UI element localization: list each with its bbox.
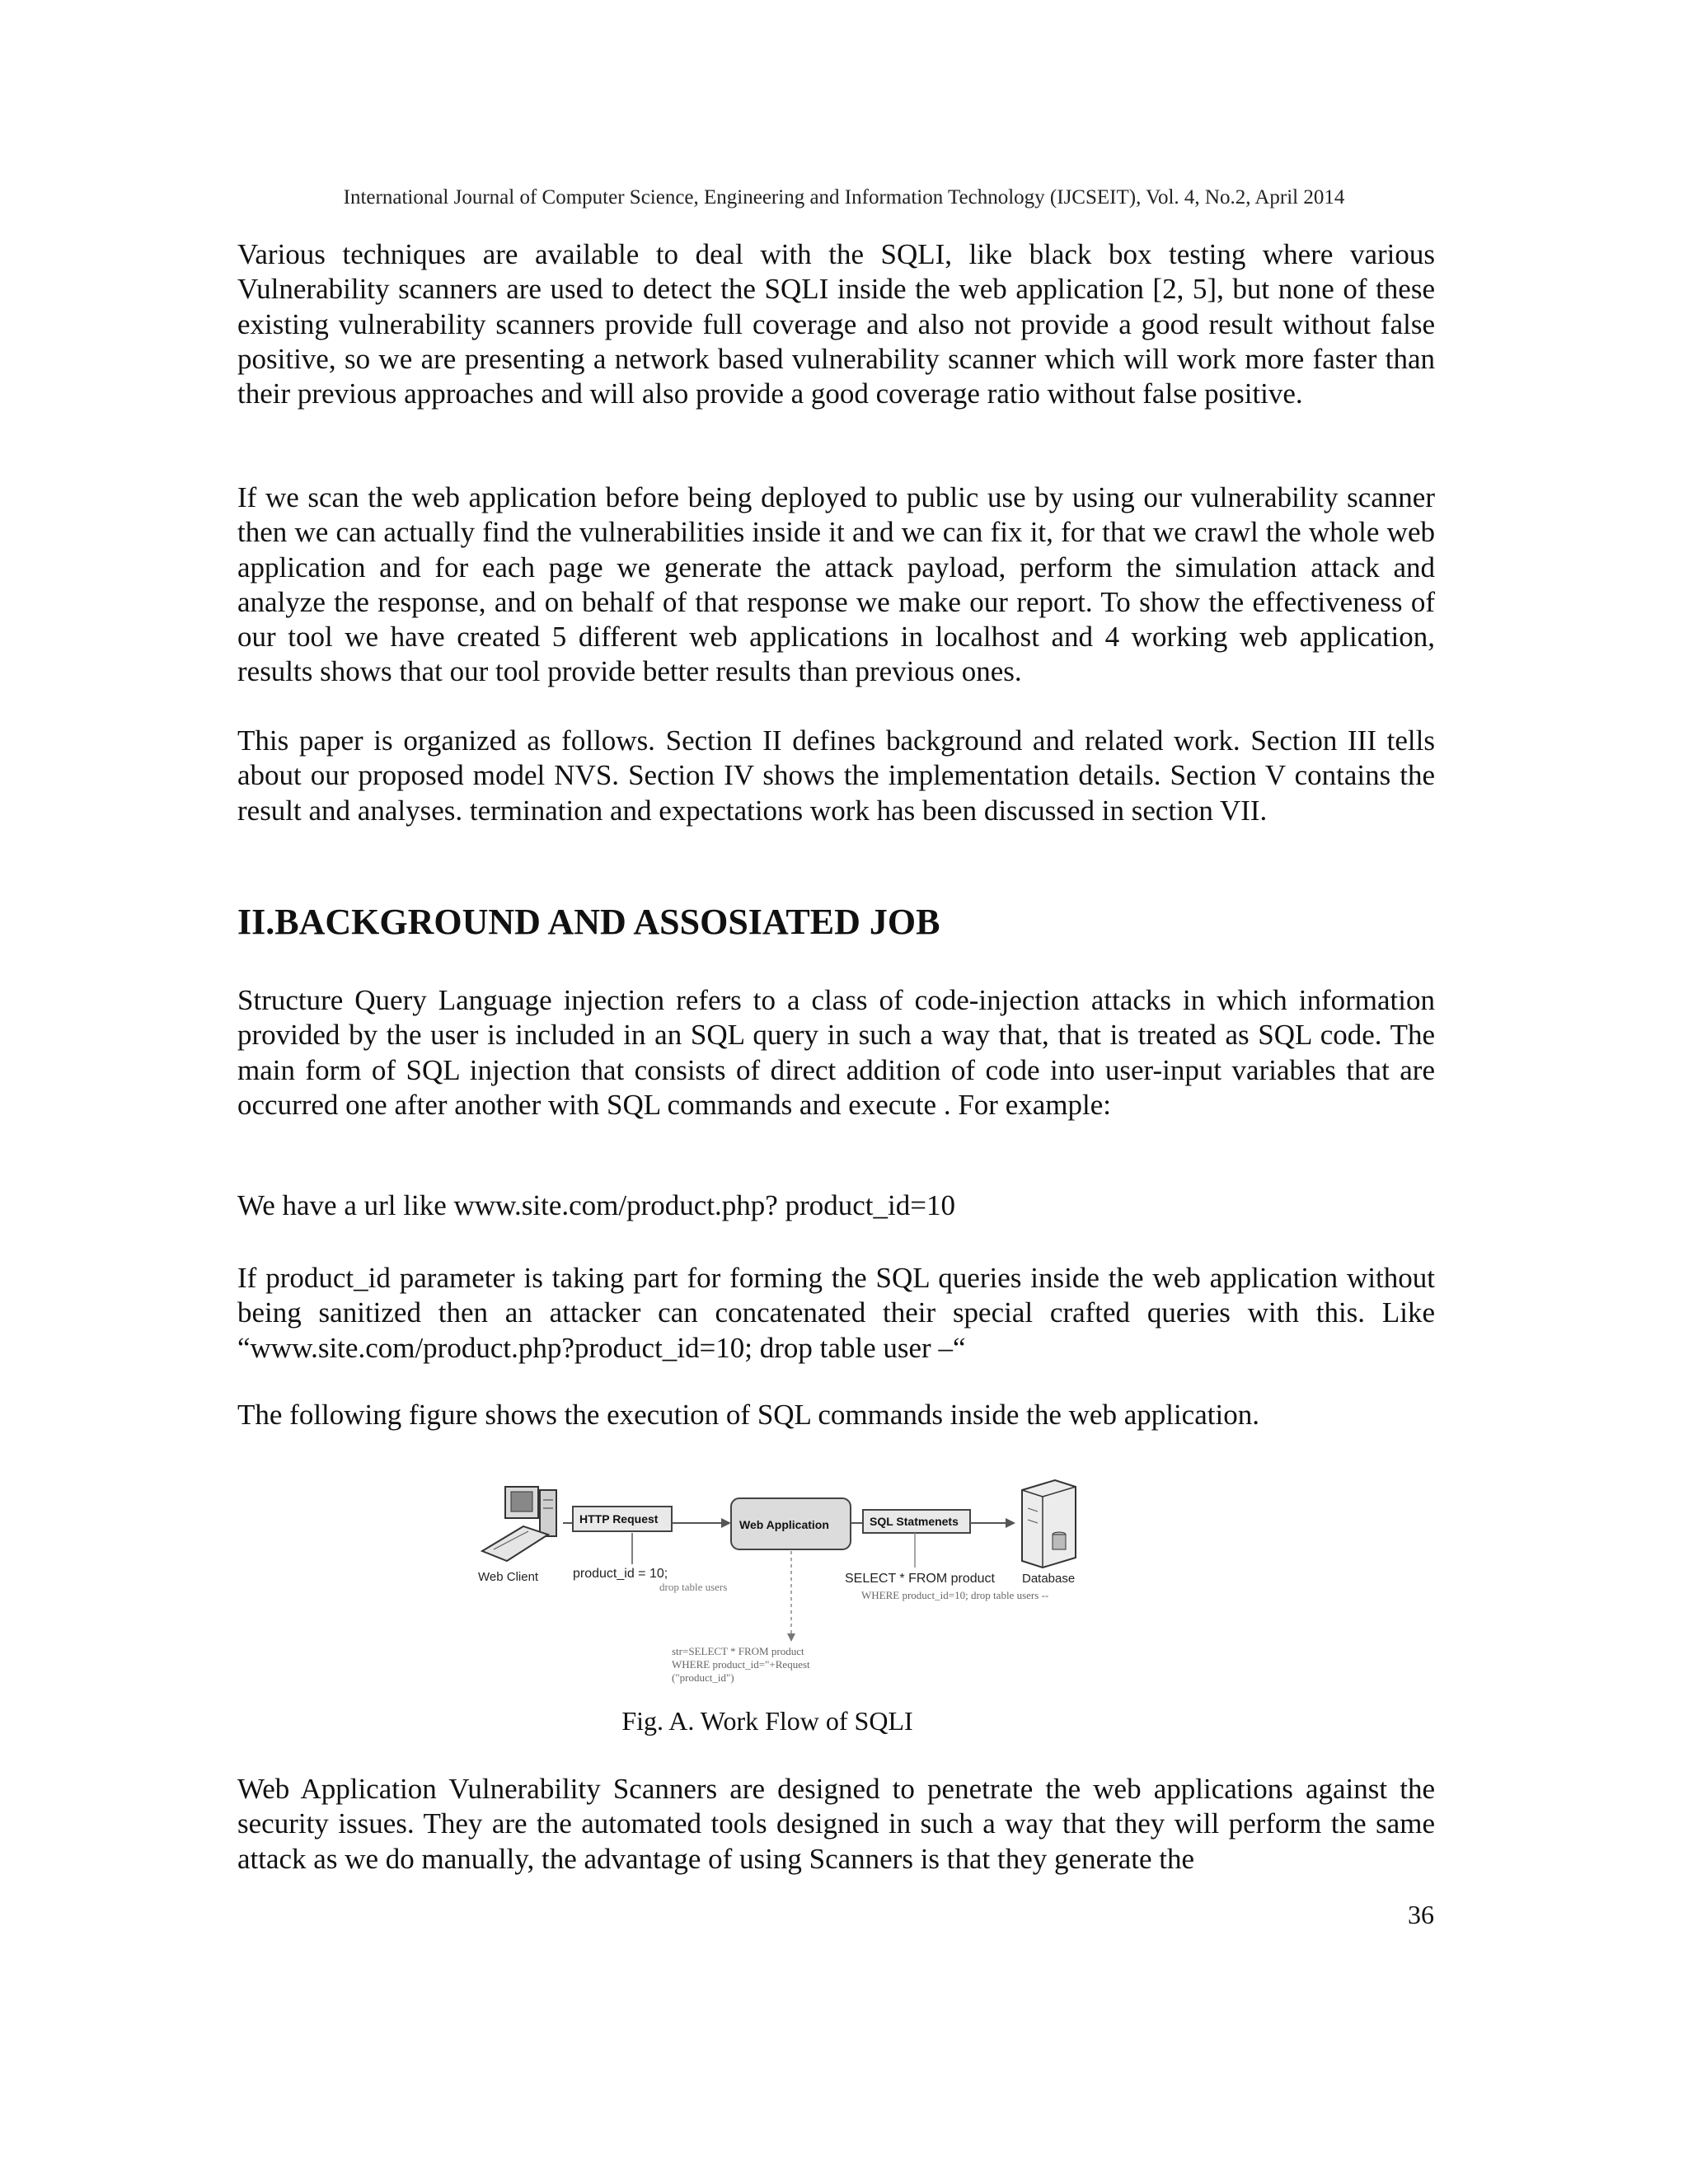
paragraph-url-example: We have a url like www.site.com/product.php? product_id=10 <box>237 1189 955 1221</box>
paragraph-sqli-definition: Structure Query Language injection refers to a class of code-injection attacks in which information provided by the user is included in an SQL query in such a way that, that is treated as SQL code. The main form of SQL injection that consists of direct addition of code into user-input variables that are occurred one after another with SQL commands and execute . For example: <box>237 984 1435 1121</box>
paragraph-organization: This paper is organized as follows. Section II defines background and related work. Section III tells about our proposed model NVS. Section IV shows the implementation details. Section V contains the result and analyses. termination and expectations work has been discussed in section VII. <box>237 724 1435 827</box>
code-line-1: str=SELECT * FROM product <box>672 1645 804 1657</box>
computer-icon <box>482 1487 556 1561</box>
code-line-3: ("product_id") <box>672 1671 734 1684</box>
paragraph-scan: If we scan the web application before being deployed to public use by using our vulnerability scanner then we can actually find the vulnerabilities inside it and we can fix it, for that we crawl the whole web application and for each page we generate the attack payload, perform the simulation attack and analyze the response, and on behalf of that response we make our report. To show the effectiveness of our tool we have created 5 different web applications in localhost and 4 working web application, results shows that our tool provide better results than previous ones. <box>237 481 1435 688</box>
paragraph-figure-intro: The following figure shows the execution of SQL commands inside the web application. <box>237 1399 1259 1431</box>
database-label: Database <box>1022 1572 1076 1586</box>
page-number: 36 <box>1408 1900 1434 1929</box>
drop-table-label: drop table users <box>659 1581 728 1593</box>
arrow-right-icon <box>721 1518 731 1528</box>
figure-sqli-workflow <box>474 1475 1117 1698</box>
web-application-label: Web Application <box>739 1518 829 1531</box>
arrow-down-icon <box>787 1633 795 1642</box>
paragraph-intro: Various techniques are available to deal with the SQLI, like black box testing where various Vulnerability scanners are used to detect the SQLI inside the web application [2, 5], but none of these existing vulnerability scanners provide full coverage and also not provide a good result without false positive, so we are presenting a network based vulnerability scanner which will work more faster than their previous approaches and will also provide a good coverage ratio without false positive. <box>237 238 1435 410</box>
section-heading: II.BACKGROUND AND ASSOSIATED JOB <box>237 902 940 942</box>
paragraph-scanners: Web Application Vulnerability Scanners are designed to penetrate the web applications against the security issues. They are the automated tools designed in such a way that they will perform the same attack as we do manually, the advantage of using Scanners is that they generate the <box>237 1773 1435 1875</box>
database-server-icon <box>1022 1480 1076 1568</box>
sql-statements-label: SQL Statmenets <box>870 1515 959 1528</box>
product-id-label: product_id = 10; <box>573 1567 668 1581</box>
paragraph-product-id: If product_id parameter is taking part for forming the SQL queries inside the web application without being sanitized then an attacker can concatenated their special crafted queries with this. Like “www.site.com/product.php?product_id=10; drop table user –“ <box>237 1262 1435 1364</box>
http-request-label: HTTP Request <box>579 1512 659 1526</box>
where-clause-label: WHERE product_id=10; drop table users -- <box>861 1589 1049 1601</box>
select-from-label: SELECT * FROM product <box>845 1572 995 1586</box>
code-line-2: WHERE product_id="+Request <box>672 1658 810 1671</box>
arrow-right-icon <box>1006 1518 1015 1528</box>
web-client-label: Web Client <box>478 1570 539 1584</box>
running-header: International Journal of Computer Science, Engineering and Information Technology (IJCSEIT), Vol. 4, No.2, April 2014 <box>343 186 1345 209</box>
figure-caption: Fig. A. Work Flow of SQLI <box>621 1706 913 1736</box>
